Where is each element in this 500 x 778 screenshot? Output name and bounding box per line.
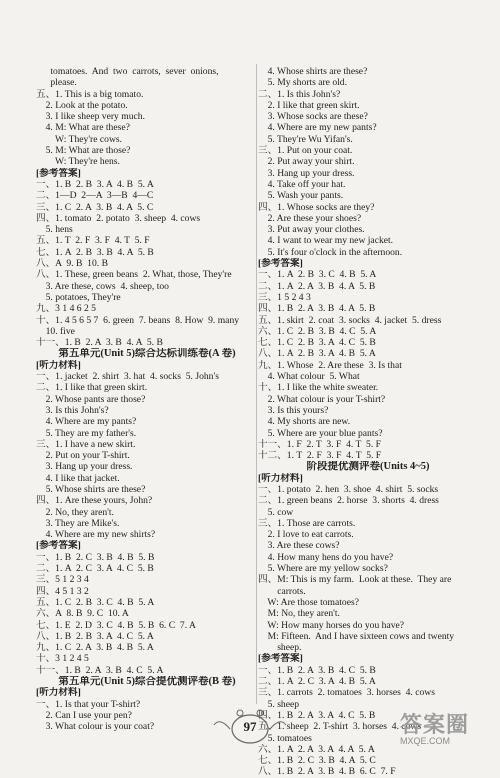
text-line: 十一、1. B 2. A 3. B 4. A 5. B [36,337,163,349]
text-line: 四、4 5 1 3 2 [36,585,89,597]
text-line: 5. tomatoes [258,732,312,744]
watermark-url: MXQE.COM [400,736,451,746]
text-line: sheep. [258,642,302,654]
text-line: 二、1. A 2. C 3. A 4. B 5. A [258,676,376,688]
text-line: 4. Take off your hat. [258,178,346,190]
text-line: carrots. [258,585,306,597]
text-line: 八、1. B 2. B 3. A 4. C 5. A [36,630,154,642]
text-line: 5. sheep [258,698,300,710]
watermark-text: 答案圈 [400,712,470,737]
text-line: 2. No, they aren't. [36,506,114,518]
text-line: tomatoes. And two carrots, sever onions, [36,66,219,77]
text-line: please. [36,77,77,89]
text-line: 4. Where are my new shirts? [36,529,156,541]
text-line: 3. They are Mike's. [36,517,120,529]
text-line: 三、1. Put on your coat. [258,145,353,157]
text-line: 二、1. I like that green skirt. [36,382,148,394]
text-line: 四、1. tomato 2. potato 3. sheep 4. cows [36,212,201,224]
text-line: 5. hens [36,224,73,236]
text-line: 六、A 8. B 9. C 10. A [36,608,129,620]
text-line: 2. Can I use your pen? [36,709,132,721]
text-line: W: They're cows. [36,133,123,145]
text-line: 5. potatoes, They're [36,291,121,303]
text-line: 3. I like sheep very much. [36,111,145,123]
text-line: 七、1. B 2. C 3. B 4. A 5. C [258,755,376,767]
text-line: 3. Hang up your dress. [36,461,133,473]
right-column [258,66,478,778]
text-line: W: They're hens. [36,156,120,168]
text-line: 一、1. A 2. B 3. C 4. B 5. A [258,269,377,281]
text-line: 四、1. B 2. A 3. B 4. A 5. B [258,303,376,315]
text-line: 七、1. C 2. B 3. A 4. C 5. B [258,337,376,349]
text-line: 三、1. C 2. A 3. B 4. A 5. C [36,201,154,213]
text-line: 二、1. Is this John's? [258,88,341,100]
text-line: 三、5 1 2 3 4 [36,574,89,586]
text-line: 3. Put away your clothes. [258,224,365,236]
text-line: 3. Hang up your dress. [258,167,355,179]
text-line: 5. Whose shirts are these? [36,483,146,495]
text-line: 4. How many hens do you have? [258,551,394,563]
text-line: 4. Where are my new pants? [258,122,377,134]
text-line: 六、1. C 2. B 3. B 4. C 5. A [258,325,377,337]
text-line: 2. I love to eat carrots. [258,529,354,541]
text-line: 十、3 1 2 4 5 [36,653,89,665]
section-label: [参考答案] [36,167,81,179]
text-line: 一、1. Is that your T-shirt? [36,698,141,710]
text-line: 2. Put away your shirt. [258,156,355,168]
text-line: 4. M: What are these? [36,122,130,134]
text-line: 十、1. I like the white sweater. [258,382,379,394]
text-line: W: How many horses do you have? [258,619,405,631]
text-line: 4. What colour 5. What [258,371,360,383]
text-line: 3. What colour is your coat? [36,721,155,733]
text-line: 八、1. These, green beans 2. What, those, They're [36,269,232,281]
text-line: 2. What colour is your T-shirt? [258,393,386,405]
section-title: 第五单元(Unit 5)综合达标训练卷(A 卷) [58,348,236,360]
section-label: [参考答案] [36,540,81,552]
text-line: 一、1. B 2. B 3. A 4. B 5. A [36,178,154,190]
text-line: 四、1. Whose socks are they? [258,201,375,213]
section-title: 第五单元(Unit 5)综合提优测评卷(B 卷) [58,676,236,688]
text-line: 二、1. green beans 2. horse 3. shorts 4. dress [258,495,439,507]
text-line: 六、1. A 2. A 3. A 4. A 5. A [258,743,375,755]
text-line: 二、1. A 2. C 3. A 4. C 5. B [36,563,154,575]
text-line: 4. Whose shirts are these? [258,66,368,77]
text-line: 5. They are my father's. [36,427,137,439]
text-line: 5. My shorts are old. [258,77,347,89]
text-line: 5. It's four o'clock in the afternoon. [258,246,403,258]
text-line: 五、1. sheep 2. T-shirt 3. horses 4. cows [258,721,422,733]
text-line: 一、1. B 2. C 3. B 4. B 5. B [36,551,155,563]
section-label: [参考答案] [258,653,303,665]
text-line: 2. Whose pants are those? [36,393,146,405]
text-line: 5. cow [258,506,294,518]
text-line: M: No, they aren't. [258,608,340,620]
text-line: 三、1. Those are carrots. [258,517,356,529]
text-line: 五、1. C 2. B 3. C 4. B 5. A [36,596,155,608]
text-line: 三、1. carrots 2. tomatoes 3. horses 4. cows [258,687,435,699]
text-line: 2. Put on your T-shirt. [36,450,130,462]
section-title: 阶段提优测评卷(Units 4~5) [306,461,430,473]
text-line: 4. I want to wear my new jacket. [258,235,394,247]
text-line: 八、1. B 2. A 3. B 4. B 6. C 7. F [258,766,396,778]
text-line: 八、1. A 2. B 3. A 4. B 5. A [258,348,376,360]
text-line: 5. Where are your blue pants? [258,427,383,439]
text-line: 四、1. B 2. A 3. A 4. C 5. B [258,709,376,721]
text-line: 四、1. Are these yours, John? [36,495,153,507]
text-line: 4. Where are my pants? [36,416,137,428]
text-line: 一、1. potato 2. hen 3. shoe 4. shirt 5. socks [258,483,439,495]
text-line: W: Are those tomatoes? [258,596,359,608]
text-line: 七、1. E 2. D 3. C 4. B 5. B 6. C 7. A [36,619,196,631]
text-line: 5. Wash your pants. [258,190,344,202]
text-line: 三、1. I have a new skirt. [36,438,136,450]
watermark-logo [400,708,469,746]
text-line: 十二、1. T 2. F 3. F 4. T 5. F [258,450,382,462]
text-line: 七、1. A 2. B 3. B 4. A 5. B [36,246,154,258]
text-line: 五、1. skirt 2. coat 3. socks 4. jacket 5. dress [258,314,442,326]
section-label: [参考答案] [258,258,303,270]
text-line: 五、1. This is a big tomato. [36,88,144,100]
text-line: 3. Are these, cows 4. sheep, too [36,280,169,292]
text-line: 一、1. jacket 2. shirt 3. hat 4. socks 5. John's [36,371,219,383]
text-line: 九、1. C 2. A 3. B 4. B 5. A [36,642,154,654]
left-column [36,66,258,733]
text-line: 2. Are these your shoes? [258,212,362,224]
text-line: 4. My shorts are new. [258,416,351,428]
text-line: 5. Where are my yellow socks? [258,563,388,575]
text-line: 10. five [36,325,75,337]
column-divider [256,64,257,704]
text-line: 2. I like that green skirt. [258,99,360,111]
text-line: 十一、1. B 2. A 3. B 4. C 5. A [36,664,164,676]
text-line: 3. Are these cows? [258,540,340,552]
section-label: [听力材料] [36,687,81,699]
text-line: 十一、1. F 2. T 3. F 4. T 5. F [258,438,381,450]
text-line: 四、M: This is my farm. Look at these. They are [258,574,452,586]
text-line: 5. M: What are those? [36,145,131,157]
text-line: M: Fifteen. And I have sixteen cows and twenty [258,630,455,642]
text-line: 八、A 9. B 10. B [36,258,108,270]
text-line: 4. I like that jacket. [36,472,120,484]
text-line: 2. Look at the potato. [36,99,128,111]
text-line: 二、1. A 2. A 3. B 4. A 5. B [258,280,376,292]
text-line: 九、3 1 4 6 2 5 [36,303,96,315]
text-line: 十、1. 4 5 6 5 7 6. green 7. beans 8. How 9. many [36,314,240,326]
text-line: 三、1 5 2 4 3 [258,291,311,303]
text-line: 九、1. Whose 2. Are these 3. Is that [258,359,402,371]
text-line: 3. Is this John's? [36,404,109,416]
section-label: [听力材料] [258,472,303,484]
section-label: [听力材料] [36,359,81,371]
text-line: 3. Is this yours? [258,404,329,416]
text-line: 5. They're Wu Yifan's. [258,133,353,145]
text-line: 五、1. T 2. F 3. F 4. T 5. F [36,235,150,247]
text-line: 3. Whose socks are these? [258,111,368,123]
page-number: 97 [243,719,257,734]
text-line: 二、1—D 2—A 3—B 4—C [36,190,154,202]
text-line: 一、1. B 2. A 3. B 4. C 5. B [258,664,376,676]
